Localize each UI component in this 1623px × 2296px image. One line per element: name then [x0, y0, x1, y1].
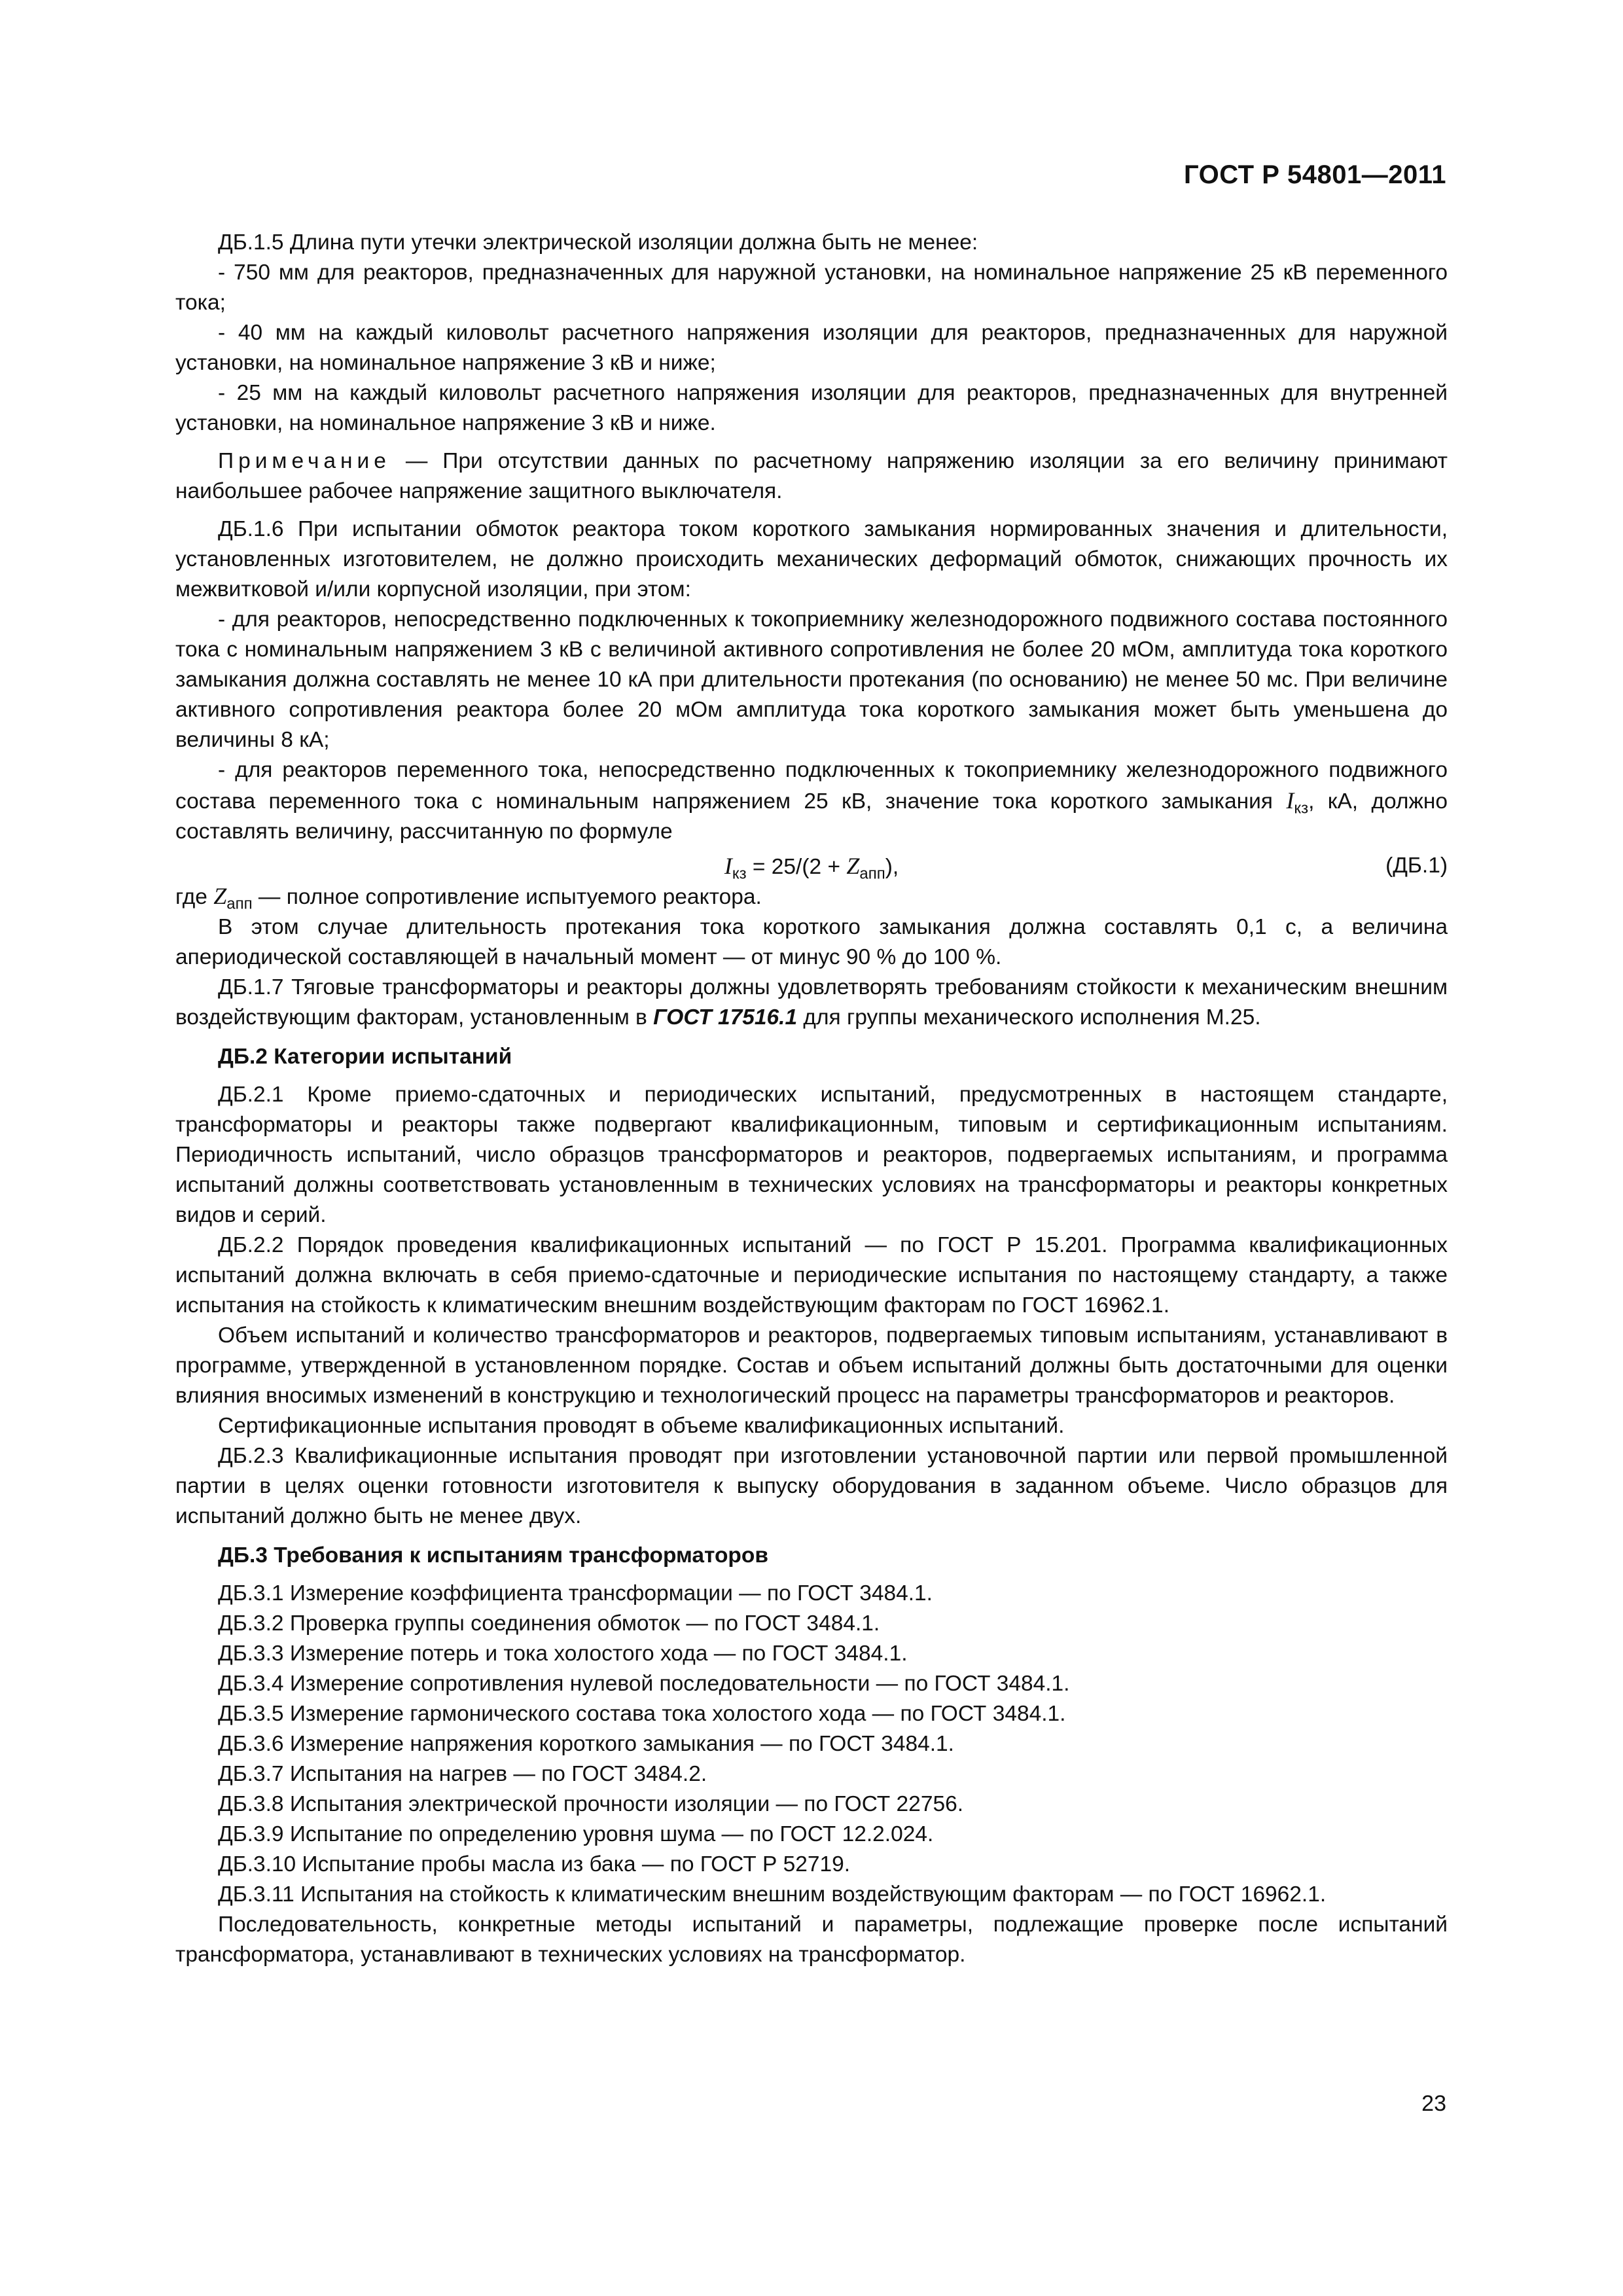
where-var-z: Z — [213, 883, 227, 909]
db17-text-b: для группы механического исполнения М.25. — [797, 1005, 1261, 1030]
db17-text-a: ДБ.1.7 Тяговые трансформаторы и реакторы должны удовлетворять требованиям стойкости к механическим внешним воздействующим факторам, установленным в — [175, 975, 1448, 1030]
formula-row — [175, 851, 1448, 881]
page-content — [175, 228, 1448, 1970]
db3-item: ДБ.3.2 Проверка группы соединения обмоток — по ГОСТ 3484.1. — [218, 1611, 880, 1636]
db3-item: ДБ.3.5 Измерение гармонического состава тока холостого хода — по ГОСТ 3484.1. — [218, 1702, 1066, 1726]
db22-certification-paragraph: Сертификационные испытания проводят в объеме квалификационных испытаний. — [218, 1414, 1065, 1438]
page-number: 23 — [1421, 2091, 1446, 2116]
db3-closing-paragraph: Последовательность, конкретные методы испытаний и параметры, подлежащие проверке после испытаний трансформатора, устанавливают в технических условиях на трансформатор. — [175, 1912, 1448, 1967]
section-heading-db2: ДБ.2 Категории испытаний — [218, 1045, 512, 1069]
formula-sub-kz: кз — [732, 865, 747, 883]
db3-item: ДБ.3.10 Испытание пробы масла из бака — по ГОСТ Р 52719. — [218, 1852, 851, 1876]
db21-paragraph: ДБ.2.1 Кроме приемо-сдаточных и периодических испытаний, предусмотренных в настоящем стандарте, трансформаторы и реакторы также подвергают квалификационным, типовым и сертификационным испытаниям. Периодичность испытаний, число образцов трансформаторов и реакторов, подвергаемых испытаниям, и программа испытаний должны соответствовать установленным в технических условиях на трансформаторы и реакторы конкретных видов и серий. — [175, 1083, 1448, 1227]
db3-item: ДБ.3.3 Измерение потерь и тока холостого хода — по ГОСТ 3484.1. — [218, 1641, 908, 1666]
formula — [175, 851, 1448, 882]
where-text: — полное сопротивление испытуемого реактора. — [252, 885, 762, 909]
note-label: Примечание — [218, 449, 391, 473]
db16-item-2 — [175, 755, 1448, 847]
db3-item: ДБ.3.1 Измерение коэффициента трансформации — по ГОСТ 3484.1. — [218, 1581, 933, 1605]
where-prefix: где — [175, 885, 214, 909]
db16-intro: ДБ.1.6 При испытании обмоток реактора током короткого замыкания нормированных значения и длительности, установленных изготовителем, не должно происходить механических деформаций обмоток, снижающих прочность их межвитковой и/или корпусной изоляции, при этом: — [175, 517, 1448, 601]
db23-paragraph: ДБ.2.3 Квалификационные испытания проводят при изготовлении установочной партии или первой промышленной партии в целях оценки готовности изготовителя к выпуску оборудования в заданном объеме. Число образцов для испытаний должно быть не менее двух. — [175, 1444, 1448, 1528]
formula-sub-kz-inline: кз — [1294, 799, 1309, 817]
db15-item-1: - 750 мм для реакторов, предназначенных для наружной установки, на номинальное напряжение 25 кВ переменного тока; — [175, 260, 1448, 315]
db3-item: ДБ.3.6 Измерение напряжения короткого замыкания — по ГОСТ 3484.1. — [218, 1732, 954, 1756]
db16-item-1: - для реакторов, непосредственно подключенных к токоприемнику железнодорожного подвижного состава постоянного тока с номинальным напряжением 3 кВ с величиной активного сопротивления не более 20 мОм, амплитуда тока короткого замыкания должна составлять не менее 10 кА при длительности протекания (по основанию) не менее 50 мс. При величине активного сопротивления реактора более 20 мОм амплитуда тока короткого замыкания может быть уменьшена до величины 8 кА; — [175, 607, 1448, 752]
note-paragraph — [175, 446, 1448, 507]
db16-item-2-b: , кА, должно составлять величину, рассчитанную по формуле — [175, 789, 1448, 844]
db22-volume-paragraph: Объем испытаний и количество трансформаторов и реакторов, подвергаемых типовым испытаниям, устанавливают в программе, утвержденной в установленном порядке. Состав и объем испытаний должны быть достаточными для оценки влияния вносимых изменений в конструкцию и технологический процесс на параметры трансформаторов и реакторов. — [175, 1323, 1448, 1408]
formula-var-i-inline: I — [1286, 787, 1294, 814]
db3-item: ДБ.3.7 Испытания на нагрев — по ГОСТ 3484.2. — [218, 1762, 707, 1786]
db16-item-2-a: - для реакторов переменного тока, непосредственно подключенных к токоприемнику железнодорожного подвижного состава переменного тока с номинальным напряжением 25 кВ, значение тока короткого замыкания — [175, 758, 1448, 814]
formula-var-i: I — [724, 853, 732, 879]
document-code: ГОСТ Р 54801—2011 — [1184, 160, 1446, 189]
formula-var-z: Z — [846, 853, 860, 879]
formula-eq: = 25/(2 + — [746, 855, 847, 879]
db3-item: ДБ.3.8 Испытания электрической прочности изоляции — по ГОСТ 22756. — [218, 1792, 964, 1816]
formula-sub-app: апп — [859, 865, 885, 883]
db3-item: ДБ.3.9 Испытание по определению уровня шума — по ГОСТ 12.2.024. — [218, 1822, 934, 1846]
db22-paragraph: ДБ.2.2 Порядок проведения квалификационных испытаний — по ГОСТ Р 15.201. Программа квалификационных испытаний должна включать в себя приемо-сдаточные и периодические испытания по настоящему стандарту, а также испытания на стойкость к климатическим внешним воздействующим факторам по ГОСТ 16962.1. — [175, 1233, 1448, 1318]
where-sub-app: апп — [226, 895, 253, 913]
where-line — [175, 881, 1448, 912]
section-heading-db3: ДБ.3 Требования к испытаниям трансформаторов — [218, 1543, 768, 1568]
db15-item-3: - 25 мм на каждый киловольт расчетного напряжения изоляции для реакторов, предназначенных для внутренней установки, на номинальное напряжение 3 кВ и ниже. — [175, 381, 1448, 435]
db15-intro: ДБ.1.5 Длина пути утечки электрической изоляции должна быть не менее: — [218, 230, 978, 255]
db3-item: ДБ.3.4 Измерение сопротивления нулевой последовательности — по ГОСТ 3484.1. — [218, 1672, 1070, 1696]
formula-tail: ), — [885, 855, 899, 879]
db17-paragraph — [175, 973, 1448, 1033]
db17-ref-link[interactable]: ГОСТ 17516.1 — [653, 1005, 798, 1030]
note-text: — При отсутствии данных по расчетному напряжению изоляции за его величину принимают наибольшее рабочее напряжение защитного выключателя. — [175, 449, 1448, 503]
after-formula-paragraph: В этом случае длительность протекания тока короткого замыкания должна составлять 0,1 с, а величина апериодической составляющей в начальный момент — от минус 90 % до 100 %. — [175, 915, 1448, 969]
db3-item: ДБ.3.11 Испытания на стойкость к климатическим внешним воздействующим факторам — по ГОСТ 16962.1. — [218, 1882, 1327, 1907]
db15-item-2: - 40 мм на каждый киловольт расчетного напряжения изоляции для реакторов, предназначенных для наружной установки, на номинальное напряжение 3 кВ и ниже; — [175, 321, 1448, 375]
formula-number: (ДБ.1) — [1385, 853, 1448, 878]
